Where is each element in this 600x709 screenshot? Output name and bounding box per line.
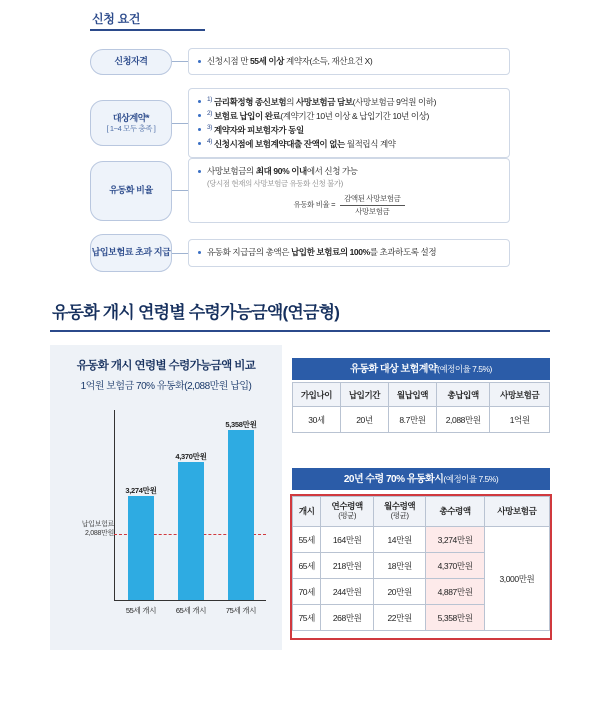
chart-bar (128, 496, 154, 600)
row-label-text: 신청자격 (114, 55, 148, 66)
chart-bar (228, 430, 254, 600)
section-title-underline (90, 29, 205, 31)
chart-category-label: 55세 개시 (125, 606, 157, 615)
table-cell: 3,274만원 (426, 527, 484, 553)
table-cell: 244만원 (321, 579, 373, 605)
row-content (188, 239, 510, 266)
table2-col-header: 사망보험금 (484, 497, 549, 527)
chart-title: 유동화 개시 연령별 수령가능금액 비교 (76, 360, 256, 372)
row-label (90, 100, 172, 146)
formula (198, 194, 500, 217)
table-row (293, 407, 550, 433)
table2-header-text: 20년 수령 70% 유동화시 (343, 474, 444, 485)
table2-col-header: 개시 (293, 497, 321, 527)
x-axis (114, 600, 266, 601)
row-item: 유동화 지급금의 총액은 납입한 보험료의 100%를 초과하도록 설정 (198, 246, 500, 259)
row-label (90, 161, 172, 221)
y-axis (114, 410, 115, 600)
row-label-text: 대상계약* (112, 112, 150, 123)
row-note: (당시점 현재의 사망보험금 유동화 신청 불가) (207, 179, 343, 189)
requirement-row (90, 88, 510, 158)
chart-panel (50, 345, 282, 650)
table-cell: 1억원 (490, 407, 550, 433)
table2-header (292, 468, 550, 490)
table2-header-pct: (예정이율 7.5%) (443, 474, 499, 484)
row-connector (172, 61, 188, 62)
table-cell: 4,370만원 (426, 553, 484, 579)
requirement-row (90, 234, 510, 272)
table1-header-pct: (예정이율 7.5%) (437, 364, 492, 374)
table-cell: 218만원 (321, 553, 373, 579)
table-cell: 268만원 (321, 605, 373, 631)
row-label-text: 유동화 비율 (109, 185, 153, 196)
row-label (90, 234, 172, 272)
requirement-row (90, 48, 510, 75)
table1-header-text: 유동화 대상 보험계약 (350, 364, 438, 375)
table2 (292, 496, 550, 631)
row-content (188, 158, 510, 223)
table-cell: 14만원 (373, 527, 425, 553)
row-label-sub: [ 1~4 모두 충족 ] (106, 123, 156, 133)
formula-label: 유동화 비율 = (293, 200, 336, 210)
table1-header (292, 358, 550, 380)
table-cell: 8.7만원 (388, 407, 436, 433)
row-item: 신청시점 만 55세 이상 계약자(소득, 재산요건 X) (198, 55, 500, 68)
row-item: $^{4)}$ 신청시점에 보험계약대출 잔액이 없는 월적립식 계약 (198, 137, 500, 151)
table-cell: 55세 (293, 527, 321, 553)
chart-plot (50, 400, 282, 650)
chart-category-label: 65세 개시 (175, 606, 207, 615)
row-item: 사망보험금의 최대 90% 이내에서 신청 가능 (198, 165, 500, 178)
row-label (90, 49, 172, 75)
table1-col-header: 총납입액 (436, 383, 489, 407)
table2-col-header: 연수령액 (평균) (321, 497, 373, 527)
table2-col-header: 월수령액 (평균) (373, 497, 425, 527)
table-cell: 164만원 (321, 527, 373, 553)
table-cell: 30세 (293, 407, 341, 433)
row-connector (172, 123, 188, 124)
table2-col-header: 총수령액 (426, 497, 484, 527)
row-item: $^{3)}$ 계약자와 피보험자가 동일 (198, 123, 500, 137)
row-item: $^{1)}$ 금리확정형 종신보험의 사망보험금 담보(사망보험금 9억원 이하) (198, 95, 500, 109)
section-title: 신청 요건 (92, 12, 141, 26)
row-content (188, 88, 510, 158)
chart-category-label: 75세 개시 (225, 606, 257, 615)
table-cell: 22만원 (373, 605, 425, 631)
table1-col-header: 가입나이 (293, 383, 341, 407)
page-title: 유동화 개시 연령별 수령가능금액(연금형) (52, 303, 340, 322)
table1 (292, 382, 550, 433)
table-cell: 70세 (293, 579, 321, 605)
formula-numerator: 감액된 사망보험금 (340, 194, 404, 206)
requirement-row (90, 158, 510, 223)
table-cell: 18만원 (373, 553, 425, 579)
table-cell: 20년 (340, 407, 388, 433)
table1-col-header: 납입기간 (340, 383, 388, 407)
page-title-underline (50, 330, 550, 332)
chart-bar-value: 5,358만원 (225, 420, 257, 430)
table-cell: 75세 (293, 605, 321, 631)
chart-bar-value: 4,370만원 (175, 451, 207, 461)
row-label-text: 납입보험료 초과 지급 (91, 247, 171, 258)
table-cell-death-benefit: 3,000만원 (484, 527, 549, 631)
table-cell: 2,088만원 (436, 407, 489, 433)
requirements-section (0, 0, 600, 285)
chart-bar (178, 462, 204, 600)
chart-subtitle: 1억원 보험금 70% 유동화(2,088만원 납입) (80, 381, 252, 392)
table1-col-header: 사망보험금 (490, 383, 550, 407)
reference-line-label (52, 520, 114, 538)
table-cell: 4,887만원 (426, 579, 484, 605)
table-cell: 5,358만원 (426, 605, 484, 631)
table-cell: 20만원 (373, 579, 425, 605)
reference-line-label-top: 납입보험료 (81, 520, 114, 528)
reference-line-label-bottom: 2,088만원 (85, 529, 114, 537)
table1-col-header: 월납입액 (388, 383, 436, 407)
row-connector (172, 253, 188, 254)
chart-bar-value: 3,274만원 (125, 486, 157, 496)
formula-denominator: 사망보험금 (355, 206, 390, 216)
row-connector (172, 190, 188, 191)
row-item: $^{2)}$ 보험료 납입이 완료(계약기간 10년 이상 & 납입기간 10년 이상) (198, 109, 500, 123)
row-content (188, 48, 510, 75)
table-cell: 65세 (293, 553, 321, 579)
table-row (293, 527, 550, 553)
